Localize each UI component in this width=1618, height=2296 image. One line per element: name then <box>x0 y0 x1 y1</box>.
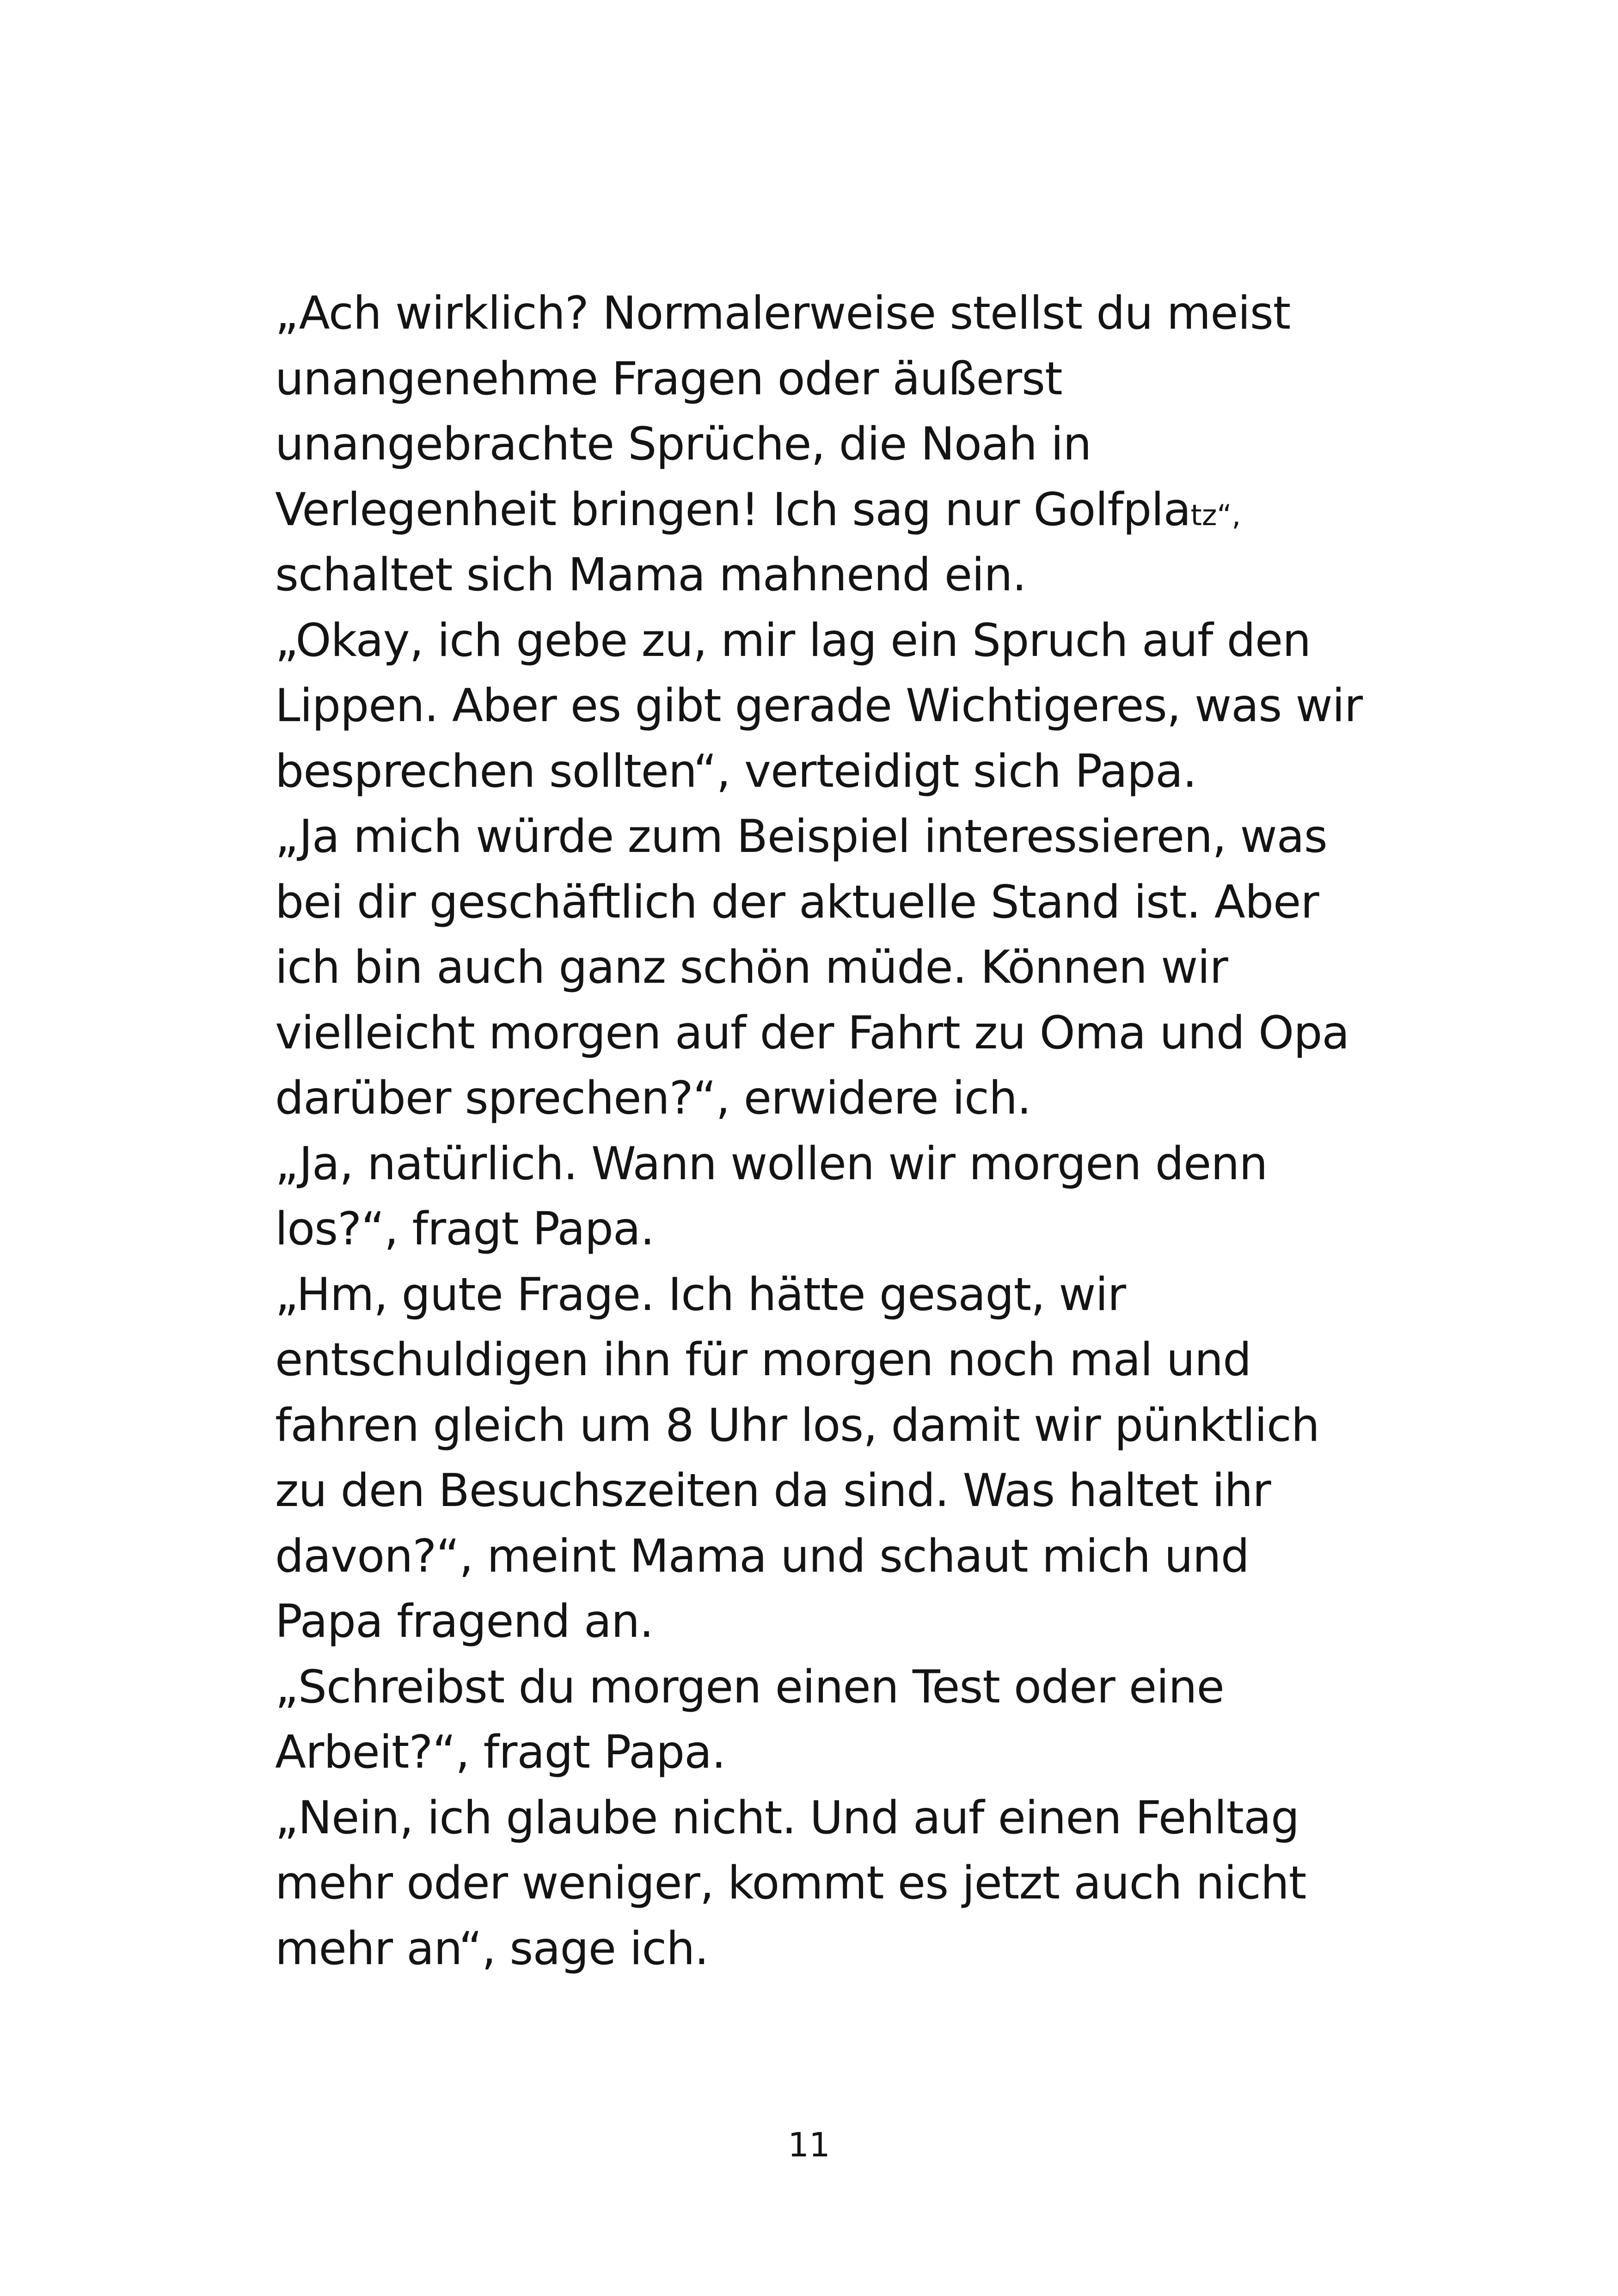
text-line: bei dir geschäftlich der aktuelle Stand ist. Aber <box>275 876 1319 929</box>
text-line: ich bin auch ganz schön müde. Können wir <box>275 941 1228 994</box>
text-line: „Schreibst du morgen einen Test oder eine <box>275 1660 1224 1714</box>
text-line: zu den Besuchszeiten da sind. Was haltet ihr <box>275 1464 1271 1517</box>
text-line: „Ach wirklich? Normalerweise stellst du meist <box>275 287 1291 340</box>
text-line: „Hm, gute Frage. Ich hätte gesagt, wir <box>275 1268 1126 1321</box>
text-line: davon?“, meint Mama und schaut mich und <box>275 1530 1249 1583</box>
text-line: „Nein, ich glaube nicht. Und auf einen Fehltag <box>275 1791 1299 1844</box>
text-line: Arbeit?“, fragt Papa. <box>275 1726 726 1779</box>
text-line: fahren gleich um 8 Uhr los, damit wir pünktlich <box>275 1399 1319 1452</box>
text-line: „Ja, natürlich. Wann wollen wir morgen denn <box>275 1137 1268 1190</box>
small-text-segment: tz“, <box>1190 498 1241 532</box>
page-number: 11 <box>788 2125 830 2164</box>
text-line: darüber sprechen?“, erwidere ich. <box>275 1072 1031 1125</box>
text-segment: Verlegenheit bringen! Ich sag nur Golfpla <box>275 483 1191 536</box>
text-line: entschuldigen ihn für morgen noch mal und <box>275 1334 1251 1386</box>
text-line: „Ja mich würde zum Beispiel interessieren, was <box>275 810 1327 863</box>
text-line: Papa fragend an. <box>275 1595 654 1648</box>
text-line: unangebrachte Sprüche, die Noah in <box>275 418 1091 471</box>
text-line <box>275 478 1477 543</box>
text-line: besprechen sollten“, verteidigt sich Papa. <box>275 745 1197 798</box>
text-line: schaltet sich Mama mahnend ein. <box>275 549 1026 601</box>
text-line: unangenehme Fragen oder äußerst <box>275 352 1062 405</box>
text-line: mehr an“, sage ich. <box>275 1922 709 1975</box>
text-line: Lippen. Aber es gibt gerade Wichtigeres, was wir <box>275 680 1363 732</box>
text-line: los?“, fragt Papa. <box>275 1203 655 1255</box>
text-line: „Okay, ich gebe zu, mir lag ein Spruch auf den <box>275 614 1311 667</box>
text-line: vielleicht morgen auf der Fahrt zu Oma und Opa <box>275 1006 1349 1059</box>
body-text <box>275 281 1477 1982</box>
text-line: mehr oder weniger, kommt es jetzt auch nicht <box>275 1857 1306 1910</box>
